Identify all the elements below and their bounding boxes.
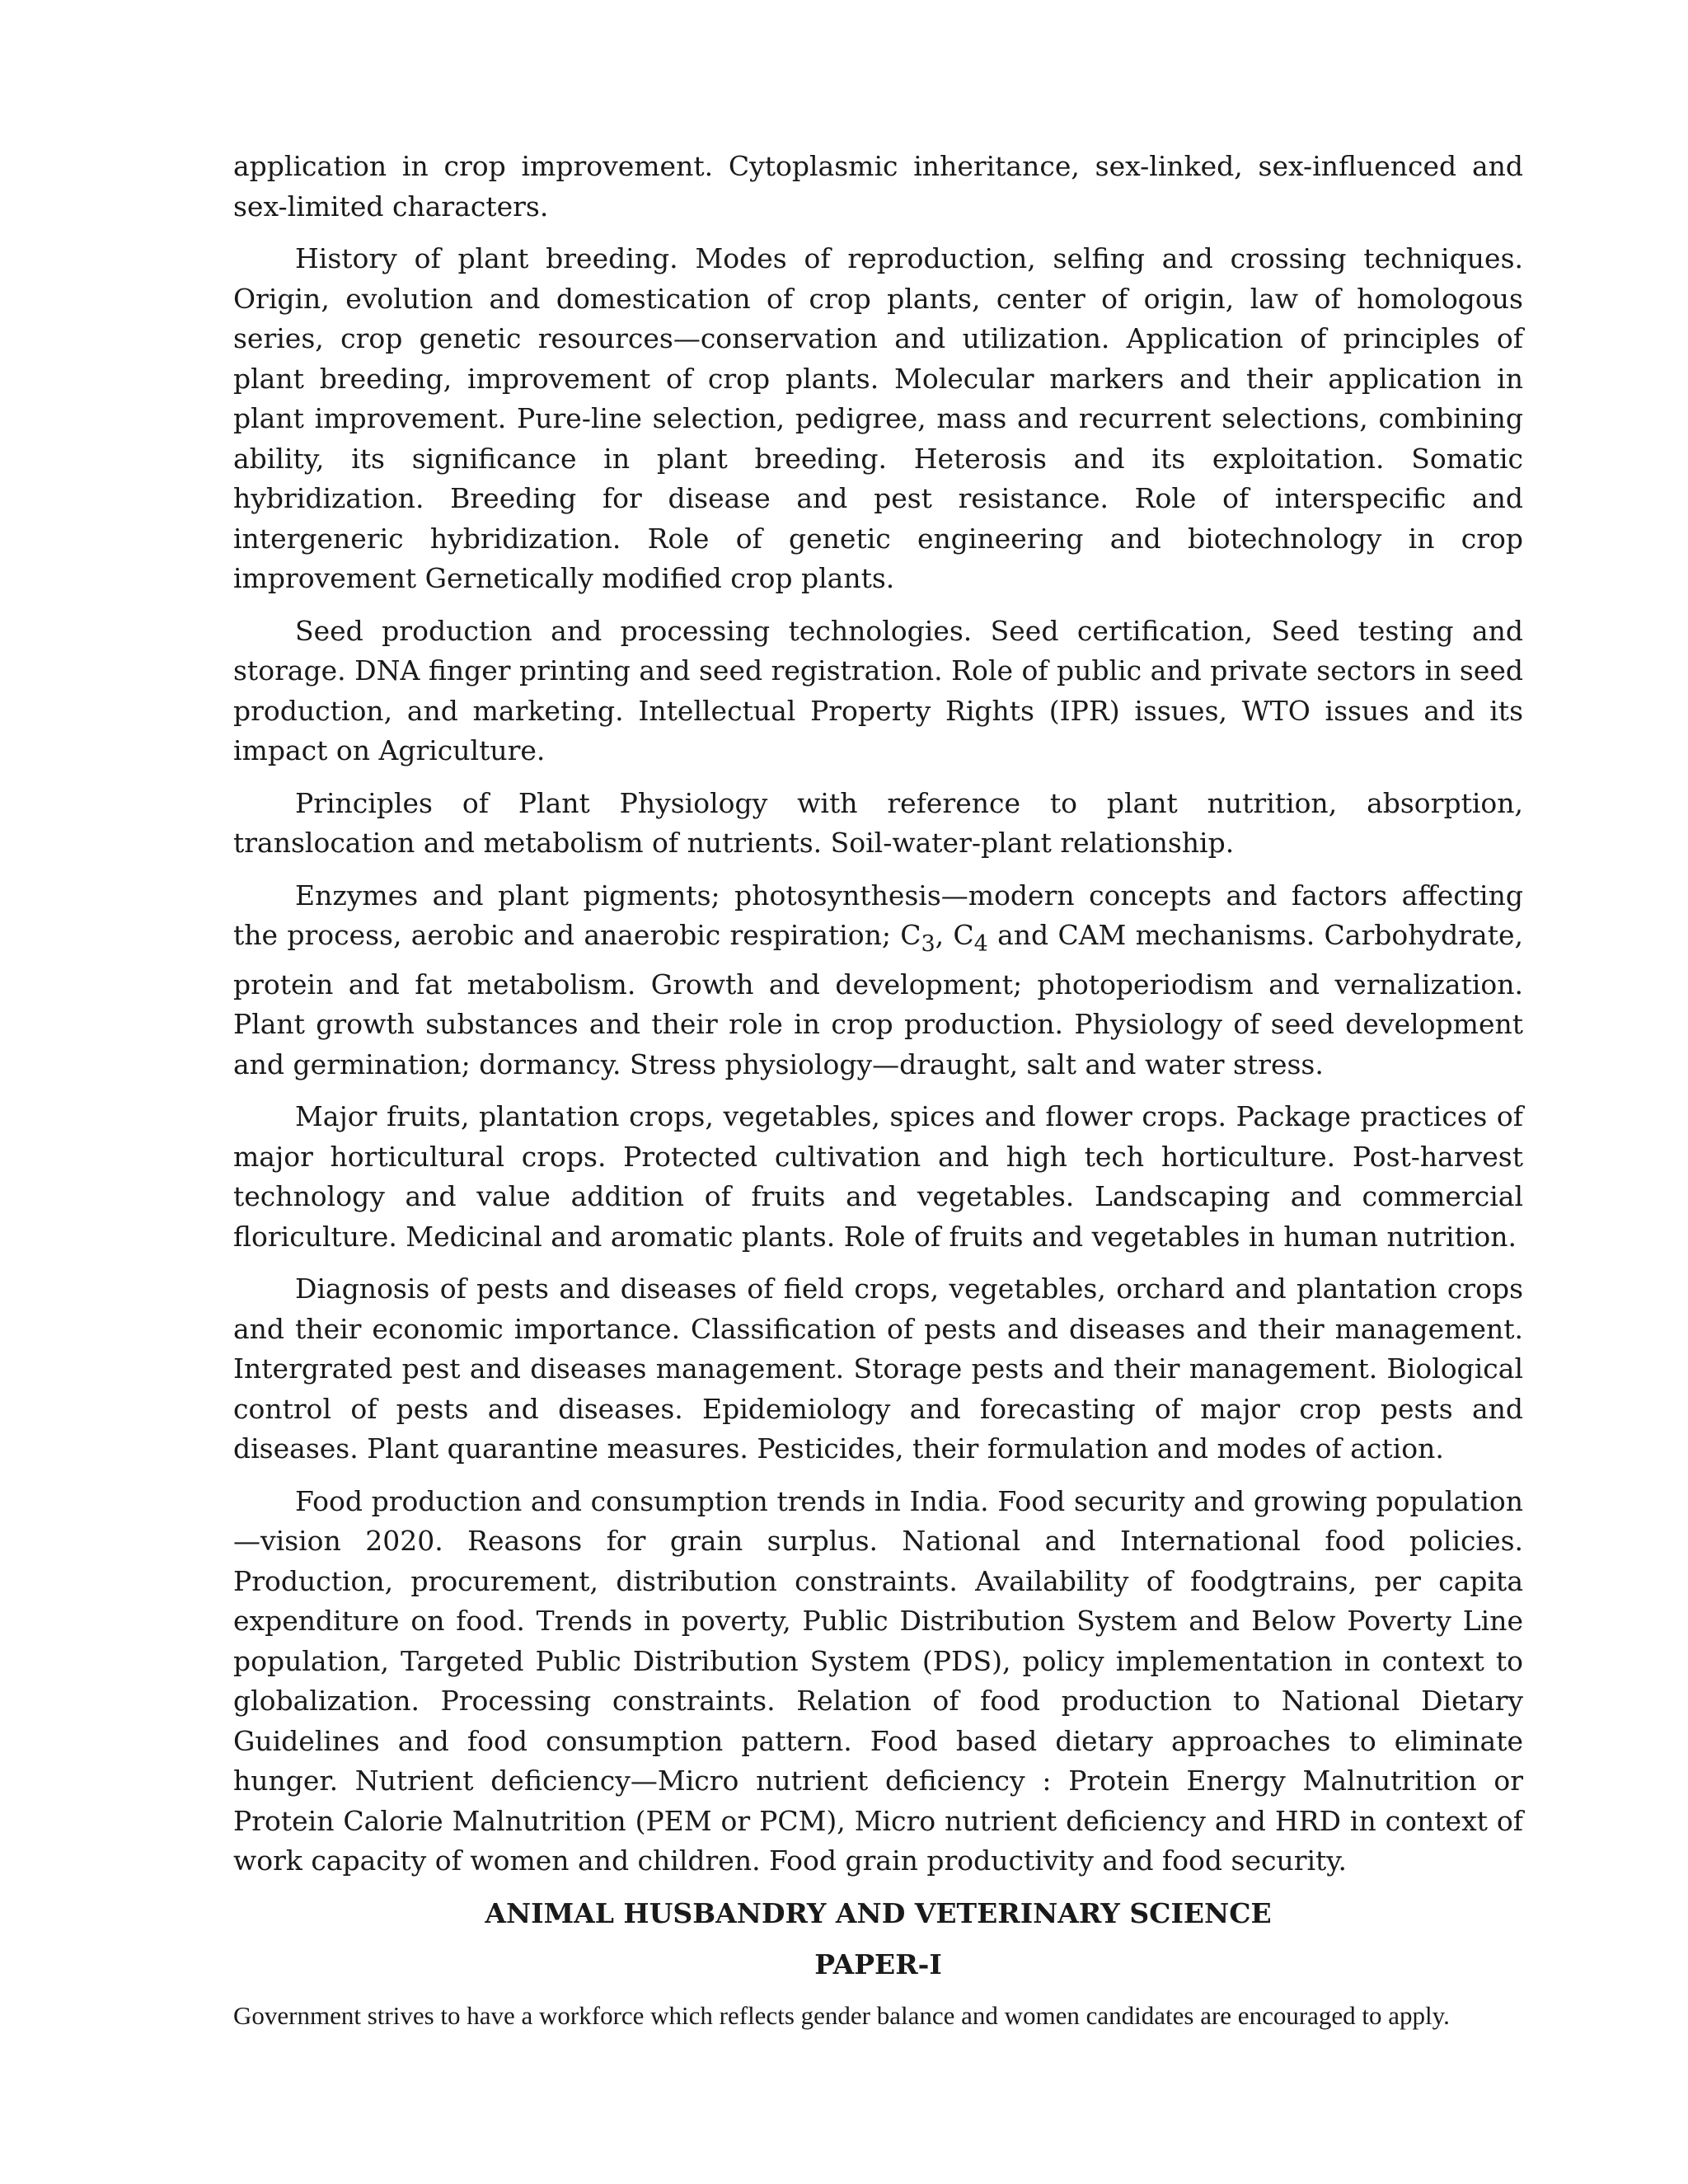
paragraph-seed-production: Seed production and processing technologies. Seed certification, Seed testing and storage. DNA finger printing and seed registration. Role of public and private sectors in seed production, and marketing. Intellectual Property Rights (IPR) issues, WTO issues and its impact on Agriculture.: [233, 614, 1523, 766]
enzymes-text-part3: and fat metabolism. Growth and development; photoperiodism and vernalization. Plant growth substances and their role in crop production. Physiology of seed development and germination; dormancy. Stress physiology—draught, salt and water stress.: [233, 968, 1523, 1080]
enzymes-text-part1: Enzymes and plant pigments; photosynthesis—modern concepts and factors affecting the process, aerobic and anaerobic respiration; C: [233, 879, 1523, 951]
paragraph-food-security: Food production and consumption trends in India. Food security and growing population—vision 2020. Reasons for grain surplus. National and International food policies. Production, procurement, distribution constraints. Availability of foodgtrains, per capita expenditure on food. Trends in poverty, Public Distribution System and Below Poverty Line population, Targeted Public Distribution System (PDS), policy implementation in context to globalization. Processing constraints. Relation of food production to National Dietary Guidelines and food consumption pattern. Food based dietary approaches to eliminate hunger. Nutrient deficiency—Micro nutrient deficiency : Protein Energy Malnutrition or Protein Calorie Malnutrition (PEM or PCM), Micro nutrient deficiency and HRD in context of work capacity of women and children. Food grain productivity and food security.: [233, 1484, 1523, 1877]
enzymes-text-part2: and CAM mechanisms. Carbohydrate, protein: [233, 919, 1523, 1001]
c3-subscript: 3: [921, 931, 935, 957]
paragraph-horticulture: Major fruits, plantation crops, vegetables, spices and flower crops. Package practices of major horticultural crops. Protected cultivation and high tech horticulture. Post-harvest technology and value addition of fruits and vegetables. Landscaping and commercial floriculture. Medicinal and aromatic plants. Role of fruits and vegetables in human nutrition.: [233, 1100, 1523, 1253]
paragraph-pests-diseases: Diagnosis of pests and diseases of field crops, vegetables, orchard and plantation crops and their economic importance. Classification of pests and diseases and their management. Intergrated pest and diseases management. Storage pests and their management. Biological control of pests and diseases. Epidemiology and forecasting of major crop pests and diseases. Plant quarantine measures. Pesticides, their formulation and modes of action.: [233, 1272, 1523, 1465]
paragraph-plant-physiology: Principles of Plant Physiology with reference to plant nutrition, absorption, translocation and metabolism of nutrients. Soil-water-plant relationship.: [233, 786, 1523, 859]
paragraph-plant-breeding: History of plant breeding. Modes of reproduction, selfing and crossing techniques. Origin, evolution and domestication of crop plants, center of origin, law of homologous series, crop genetic resources—conservation and utilization. Application of principles of plant breeding, improvement of crop plants. Molecular markers and their application in plant improvement. Pure-line selection, pedigree, mass and recurrent selections, combining ability, its significance in plant breeding. Heterosis and its exploitation. Somatic hybridization. Breeding for disease and pest resistance. Role of interspecific and intergeneric hybridization. Role of genetic engineering and biotechnology in crop improvement Gernetically modified crop plants.: [233, 242, 1523, 594]
section-heading-paper: PAPER-I: [814, 1948, 942, 1980]
document-body: [233, 147, 1523, 1985]
footer-note: Government strives to have a workforce which reflects gender balance and women candidates are encouraged to apply.: [233, 2001, 1450, 2030]
enzymes-text-mid: , C: [935, 919, 974, 951]
section-heading-subject: ANIMAL HUSBANDRY AND VETERINARY SCIENCE: [485, 1896, 1272, 1929]
paragraph-genetics-continued: application in crop improvement. Cytoplasmic inheritance, sex-linked, sex-influenced and sex-limited characters.: [233, 150, 1523, 223]
c4-subscript: 4: [973, 931, 988, 957]
paragraph-enzymes: [233, 876, 1523, 1085]
